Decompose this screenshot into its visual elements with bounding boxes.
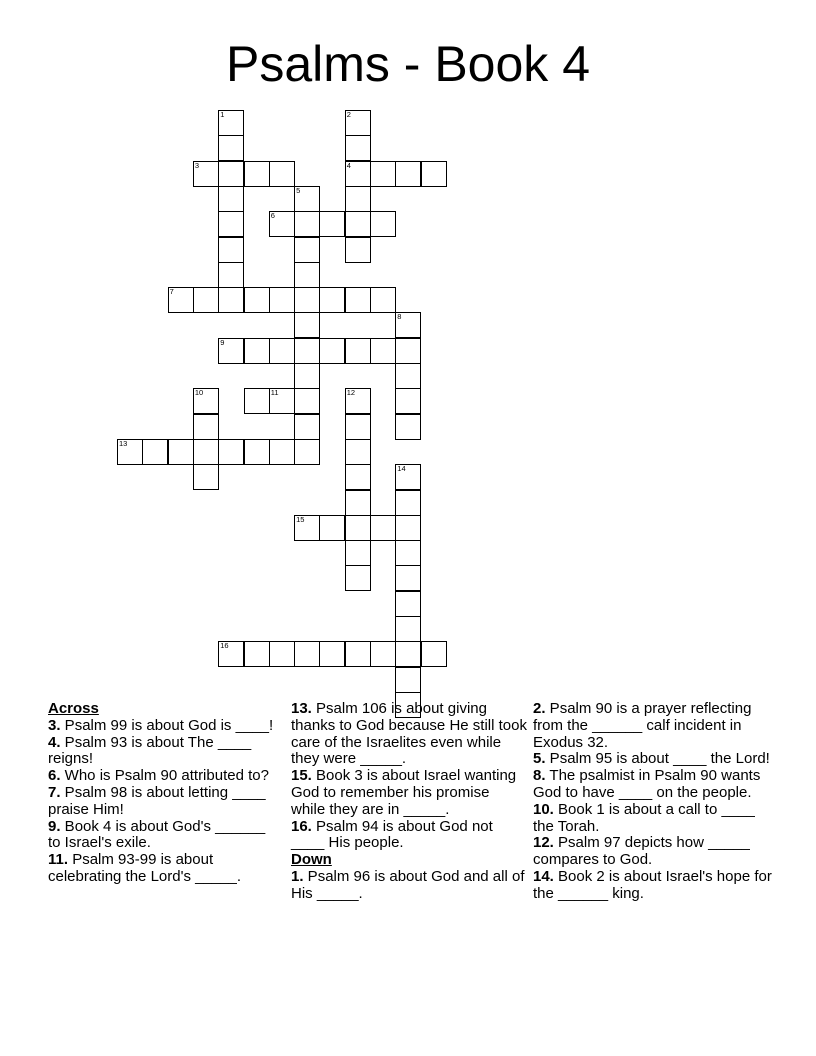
clue-item: [533, 835, 773, 869]
grid-cell[interactable]: [319, 641, 345, 667]
clue-item: [533, 751, 773, 768]
clue-label: 2.: [533, 700, 546, 717]
clue-number: 16: [220, 641, 229, 651]
clue-label: 12.: [533, 834, 554, 852]
clue-item: [291, 768, 527, 818]
clue-label: 1.: [291, 867, 304, 885]
grid-cell[interactable]: [345, 287, 371, 313]
grid-cell[interactable]: [345, 110, 371, 136]
grid-cell[interactable]: [345, 388, 371, 414]
clue-number: 9: [220, 337, 225, 347]
grid-cell[interactable]: [193, 287, 219, 313]
grid-cell[interactable]: [193, 464, 219, 490]
grid-cell[interactable]: [370, 161, 396, 187]
clue-text: Book 2 is about Israel's hope for the ______ king.: [533, 867, 772, 902]
clue-text: Psalm 97 depicts how _____ compares to God.: [533, 834, 750, 869]
clue-number: 6: [270, 211, 275, 221]
grid-cell[interactable]: [421, 161, 447, 187]
clue-column-3: [533, 701, 773, 903]
grid-cell[interactable]: [244, 161, 270, 187]
clue-text: Psalm 93 is about The ____ reigns!: [48, 733, 252, 768]
grid-cell[interactable]: [269, 211, 295, 237]
clue-number: 7: [169, 287, 174, 297]
clue-text: Book 1 is about a call to ____ the Torah.: [533, 800, 755, 835]
grid-cell[interactable]: [294, 641, 320, 667]
grid-cell[interactable]: [395, 338, 421, 364]
clue-label: 14.: [533, 867, 554, 885]
grid-cell[interactable]: [218, 110, 244, 136]
grid-cell[interactable]: [193, 439, 219, 465]
clue-item: [533, 802, 773, 836]
clue-label: 6.: [48, 767, 61, 785]
clue-item: [48, 785, 280, 819]
clue-label: 7.: [48, 783, 61, 801]
grid-cell[interactable]: [395, 540, 421, 566]
grid-cell[interactable]: [345, 464, 371, 490]
grid-cell[interactable]: [218, 439, 244, 465]
clue-number: 14: [397, 464, 406, 474]
grid-cell[interactable]: [345, 540, 371, 566]
grid-cell[interactable]: [193, 414, 219, 440]
grid-cell[interactable]: [345, 211, 371, 237]
grid-cell[interactable]: [294, 439, 320, 465]
clue-number: 8: [397, 312, 402, 322]
grid-cell[interactable]: [269, 439, 295, 465]
clue-text: The psalmist in Psalm 90 wants God to have ____ on the people.: [533, 767, 761, 801]
grid-cell[interactable]: [395, 388, 421, 414]
clue-label: 10.: [533, 800, 554, 818]
grid-cell[interactable]: [269, 338, 295, 364]
clue-text: Book 3 is about Israel wanting God to remember his promise while they are in _____.: [291, 767, 517, 818]
clue-number: 12: [346, 388, 356, 398]
grid-cell[interactable]: [345, 641, 371, 667]
clue-number: 13: [119, 438, 128, 448]
grid-cell[interactable]: [370, 338, 396, 364]
clue-number: 5: [296, 185, 301, 195]
clue-text: Psalm 96 is about God and all of His _____.: [291, 867, 525, 902]
grid-cell[interactable]: [345, 414, 371, 440]
clue-column-1: [48, 701, 280, 886]
grid-cell[interactable]: [294, 338, 320, 364]
grid-cell[interactable]: [218, 262, 244, 288]
grid-cell[interactable]: [345, 186, 371, 212]
grid-cell[interactable]: [421, 641, 447, 667]
clue-label: 15.: [291, 767, 312, 785]
grid-cell[interactable]: [269, 287, 295, 313]
clue-text: Psalm 98 is about letting ____ praise Him!: [48, 783, 266, 818]
grid-cell[interactable]: [218, 641, 244, 667]
grid-cell[interactable]: [395, 565, 421, 591]
clue-text: Psalm 95 is about ____ the Lord!: [545, 750, 770, 768]
clue-number: 10: [194, 388, 204, 398]
grid-cell[interactable]: [218, 135, 244, 161]
clue-item: [533, 869, 773, 903]
across-heading: Across: [48, 700, 99, 717]
grid-cell[interactable]: [218, 161, 244, 187]
grid-cell[interactable]: [370, 515, 396, 541]
grid-cell[interactable]: [345, 490, 371, 516]
clue-column-2: [291, 701, 527, 903]
clue-label: 8.: [533, 767, 546, 785]
clue-text: Psalm 90 is a prayer reflecting from the ______ calf incident in Exodus 32.: [533, 700, 752, 751]
clue-number: 4: [346, 160, 351, 170]
grid-cell[interactable]: [269, 388, 295, 414]
clue-text: Who is Psalm 90 attributed to?: [60, 767, 269, 785]
grid-cell[interactable]: [294, 237, 320, 263]
grid-cell[interactable]: [269, 641, 295, 667]
clue-item: [291, 701, 527, 768]
clue-label: 4.: [48, 733, 61, 751]
clue-number: 3: [194, 160, 200, 170]
clue-label: 3.: [48, 716, 61, 734]
grid-cell[interactable]: [345, 237, 371, 263]
grid-cell[interactable]: [168, 439, 194, 465]
grid-cell[interactable]: [345, 565, 371, 591]
grid-cell[interactable]: [193, 388, 219, 414]
grid-cell[interactable]: [345, 515, 371, 541]
grid-cell[interactable]: [319, 287, 345, 313]
clue-text: Psalm 106 is about giving thanks to God because He still took care of the Israelites even while they were _____.: [291, 700, 527, 768]
grid-cell[interactable]: [218, 211, 244, 237]
clue-text: Book 4 is about God's ______ to Israel's exile.: [48, 817, 266, 852]
clue-item: [48, 768, 280, 785]
clue-label: 16.: [291, 817, 312, 835]
clue-label: 9.: [48, 817, 61, 835]
grid-cell[interactable]: [117, 439, 143, 465]
grid-cell[interactable]: [244, 287, 270, 313]
clue-item: [48, 718, 280, 735]
grid-cell[interactable]: [294, 515, 320, 541]
grid-cell[interactable]: [294, 262, 320, 288]
clue-number: 2: [346, 110, 351, 119]
clue-item: [533, 701, 773, 751]
grid-cell[interactable]: [294, 287, 320, 313]
clue-label: 13.: [291, 700, 312, 717]
grid-cell[interactable]: [345, 161, 371, 187]
clue-item: [533, 768, 773, 802]
grid-cell[interactable]: [395, 414, 421, 440]
grid-cell[interactable]: [244, 641, 270, 667]
clue-number: 1: [220, 110, 225, 119]
grid-cell[interactable]: [395, 312, 421, 338]
clue-item: [48, 819, 280, 853]
grid-cell[interactable]: [395, 641, 421, 667]
grid-cell[interactable]: [345, 338, 371, 364]
grid-cell[interactable]: [218, 338, 244, 364]
clue-number: 15: [296, 514, 305, 524]
grid-cell[interactable]: [244, 338, 270, 364]
clue-text: Psalm 93-99 is about celebrating the Lord's _____.: [48, 851, 242, 885]
grid-cell[interactable]: [395, 591, 421, 617]
grid-cell[interactable]: [294, 186, 320, 212]
grid-cell[interactable]: [294, 414, 320, 440]
grid-cell[interactable]: [142, 439, 168, 465]
grid-cell[interactable]: [294, 211, 320, 237]
grid-cell[interactable]: [244, 388, 270, 414]
page-title: Psalms - Book 4: [225, 36, 590, 92]
grid-cell[interactable]: [395, 515, 421, 541]
grid-cell[interactable]: [269, 161, 295, 187]
grid-cell[interactable]: [370, 641, 396, 667]
grid-cell[interactable]: [319, 211, 345, 237]
grid-cell[interactable]: [395, 363, 421, 389]
clue-item: [48, 735, 280, 769]
clue-label: 11.: [48, 851, 69, 869]
clue-item: [48, 852, 280, 886]
grid-cell[interactable]: [395, 616, 421, 642]
grid-cell[interactable]: [319, 515, 345, 541]
grid-cell[interactable]: [395, 464, 421, 490]
grid-cell[interactable]: [370, 287, 396, 313]
grid-cell[interactable]: [319, 338, 345, 364]
clue-text: Psalm 94 is about God not ____ His people.: [291, 817, 493, 852]
clue-item: [291, 869, 527, 903]
grid-cell[interactable]: [218, 237, 244, 263]
grid-cell[interactable]: [370, 211, 396, 237]
grid-cell[interactable]: [395, 490, 421, 516]
grid-cell[interactable]: [294, 363, 320, 389]
down-heading: Down: [291, 851, 332, 869]
clue-label: 5.: [533, 750, 546, 768]
grid-cell[interactable]: [345, 439, 371, 465]
clue-item: [291, 819, 527, 853]
grid-cell[interactable]: [218, 186, 244, 212]
grid-cell[interactable]: [395, 667, 421, 693]
clue-number: 11: [270, 388, 279, 398]
grid-cell[interactable]: [168, 287, 194, 313]
clue-text: Psalm 99 is about God is ____!: [60, 716, 274, 734]
grid-cell[interactable]: [345, 135, 371, 161]
grid-cell[interactable]: [218, 287, 244, 313]
grid-cell[interactable]: [294, 388, 320, 414]
grid-cell[interactable]: [193, 161, 219, 187]
grid-cell[interactable]: [294, 312, 320, 338]
grid-cell[interactable]: [395, 161, 421, 187]
grid-cell[interactable]: [244, 439, 270, 465]
